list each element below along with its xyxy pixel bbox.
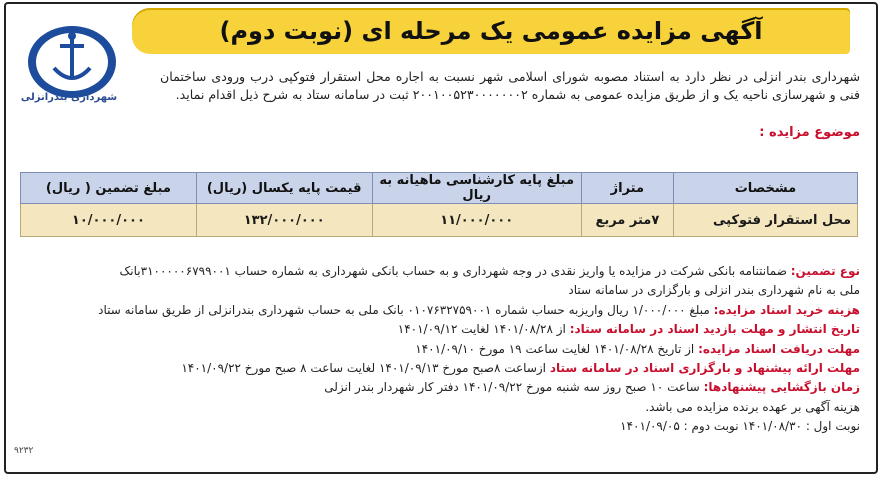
line-text: ازساعت ۸صبح مورخ ۱۴۰۱/۰۹/۱۳ لغایت ساعت ۸ صبح مورخ ۱۴۰۱/۰۹/۲۲: [181, 361, 550, 376]
line-label: تاریخ انتشار و مهلت بازدید اسناد در سامانه ستاد:: [569, 322, 860, 337]
logo-caption: شهرداری بندرانزلی: [20, 92, 118, 103]
line-text: مبلغ ۱/۰۰۰/۰۰۰ ریال واریزبه حساب شماره ۰۱۰۷۶۳۲۷۵۹۰۰۱ بانک ملی به حساب شهرداری بندرانزلی از طریق سامانه ستاد: [98, 302, 714, 317]
line-text: ساعت ۱۰ صبح روز سه شنبه مورخ ۱۴۰۱/۰۹/۲۲ دفتر کار شهردار بندر انزلی: [324, 380, 704, 395]
purchase-cost-line: [18, 301, 860, 320]
auction-table: [20, 172, 858, 237]
publication-turns-line: [18, 417, 860, 436]
table-row: [21, 204, 858, 237]
conditions-block: [18, 262, 860, 437]
line-text: هزینه آگهی بر عهده برنده مزایده می باشد.: [645, 399, 860, 414]
line-text: ملی به نام شهرداری بندر انزلی و بارگزاری در سامانه ستاد: [568, 283, 860, 298]
header-guarantee: مبلغ تضمین ( ریال): [21, 173, 197, 204]
subject-label: موضوع مزایده :: [759, 125, 860, 140]
line-label: مهلت ارائه پیشنهاد و بارگزاری اسناد در سامانه ستاد: [549, 361, 860, 376]
cell-annual-base: ۱۳۲/۰۰۰/۰۰۰: [196, 204, 372, 237]
line-label: نوع تضمین:: [790, 264, 860, 278]
header-monthly-base: مبلغ پایه کارشناسی ماهیانه به ریال: [372, 173, 581, 204]
line-text: نوبت اول : ۱۴۰۱/۰۸/۳۰ نوبت دوم : ۱۴۰۱/۰۹/۰۵: [620, 419, 860, 434]
guarantee-line-cont: [18, 281, 860, 300]
documents-deadline-line: [18, 340, 860, 359]
cell-guarantee: ۱۰/۰۰۰/۰۰۰: [21, 204, 197, 237]
guarantee-line: [18, 262, 860, 281]
header-specs: مشخصات: [673, 173, 857, 204]
cell-area: ۷متر مربع: [581, 204, 673, 237]
cell-specs: محل استقرار فتوکپی: [673, 204, 857, 237]
header-annual-base: قیمت پایه یکسال (ریال): [196, 173, 372, 204]
footer-code: ۹۲۳۲: [14, 446, 34, 456]
line-text: از ۱۴۰۱/۰۸/۲۸ لغایت ۱۴۰۱/۰۹/۱۲: [397, 322, 570, 337]
publication-date-line: [18, 320, 860, 339]
table-header-row: [21, 173, 858, 204]
line-text: از تاریخ ۱۴۰۱/۰۸/۲۸ لغایت ساعت ۱۹ مورخ ۱۴۰۱/۰۹/۱۰: [415, 341, 699, 356]
intro-paragraph: شهرداری بندر انزلی در نظر دارد به استناد مصوبه شورای اسلامی شهر نسبت به اجاره محل استقرار فتوکپی درب ورودی ساختمان فنی و شهرسازی ناحیه یک و از طریق مزایده عمومی به شماره ۲۰۰۱۰۰۵۲۳۰۰۰۰۰۰۰۲ ثبت در سامانه ستاد به شرح ذیل اقدام نماید.: [160, 69, 860, 102]
line-text: ضمانتنامه بانکی شرکت در مزایده یا واریز نقدی در وجه شهرداری و به حساب بانکی شهرداری به شماره حساب ۳۱۰۰۰۰۰۶۷۹۹۰۰۱بانک: [119, 264, 791, 278]
header-area: متراژ: [581, 173, 673, 204]
proposal-deadline-line: [18, 359, 860, 378]
cell-monthly-base: ۱۱/۰۰۰/۰۰۰: [372, 204, 581, 237]
notice-title: آگهی مزایده عمومی یک مرحله ای (نوبت دوم): [219, 17, 763, 45]
line-label: زمان بازگشایی پیشنهادها:: [703, 380, 860, 395]
ad-cost-line: [18, 398, 860, 417]
opening-time-line: [18, 378, 860, 397]
line-label: مهلت دریافت اسناد مزایده:: [698, 341, 860, 356]
line-label: هزینه خرید اسناد مزایده:: [713, 302, 860, 317]
